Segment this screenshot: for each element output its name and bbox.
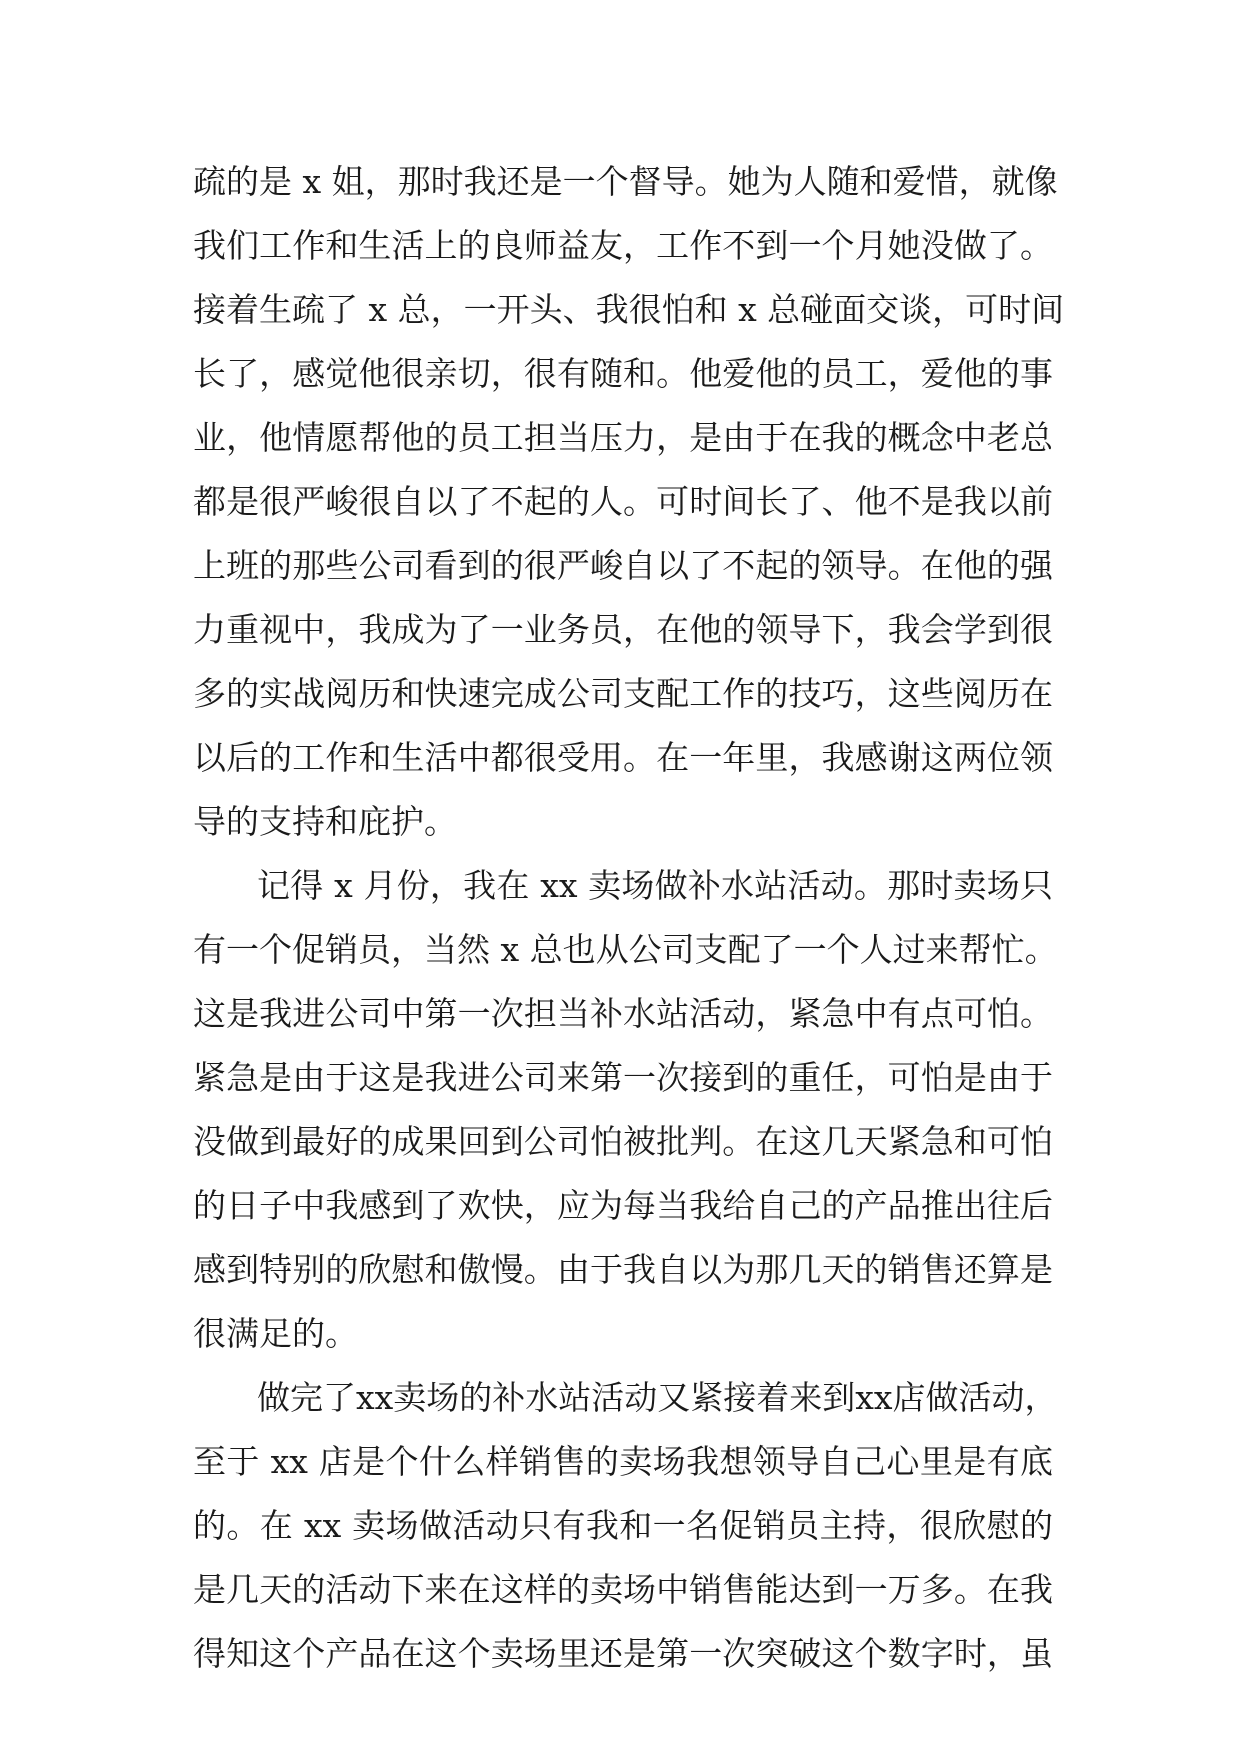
text-line: 紧急是由于这是我进公司来第一次接到的重任，可怕是由于 — [193, 1058, 1053, 1097]
text-line: 很满足的。 — [193, 1314, 358, 1353]
text-line: 至于 xx 店是个什么样销售的卖场我想领导自己心里是有底 — [193, 1442, 1053, 1481]
text-line: 的。在 xx 卖场做活动只有我和一名促销员主持，很欣慰的 — [193, 1506, 1053, 1545]
text-line: 以后的工作和生活中都很受用。在一年里，我感谢这两位领 — [193, 738, 1053, 777]
text-line: 长了，感觉他很亲切，很有随和。他爱他的员工，爱他的事 — [193, 354, 1053, 393]
text-line: 都是很严峻很自以了不起的人。可时间长了、他不是我以前 — [193, 482, 1053, 521]
text-line: 导的支持和庇护。 — [193, 802, 457, 841]
text-line: 上班的那些公司看到的很严峻自以了不起的领导。在他的强 — [193, 546, 1053, 585]
text-line: 感到特别的欣慰和傲慢。由于我自以为那几天的销售还算是 — [193, 1250, 1053, 1289]
paragraph-first-line: 记得 x 月份，我在 xx 卖场做补水站活动。那时卖场只 — [257, 866, 1053, 905]
text-line: 这是我进公司中第一次担当补水站活动，紧急中有点可怕。 — [193, 994, 1053, 1033]
text-line: 没做到最好的成果回到公司怕被批判。在这几天紧急和可怕 — [193, 1122, 1053, 1161]
text-line: 是几天的活动下来在这样的卖场中销售能达到一万多。在我 — [193, 1570, 1053, 1609]
text-line: 有一个促销员，当然 x 总也从公司支配了一个人过来帮忙。 — [193, 930, 1058, 969]
text-line: 接着生疏了 x 总，一开头、我很怕和 x 总碰面交谈，可时间 — [193, 290, 1065, 329]
text-line: 的日子中我感到了欢快，应为每当我给自己的产品推出往后 — [193, 1186, 1053, 1225]
text-line: 得知这个产品在这个卖场里还是第一次突破这个数字时，虽 — [193, 1634, 1053, 1673]
text-line: 多的实战阅历和快速完成公司支配工作的技巧，这些阅历在 — [193, 674, 1053, 713]
text-line: 业，他情愿帮他的员工担当压力，是由于在我的概念中老总 — [193, 418, 1053, 457]
text-line: 力重视中，我成为了一业务员，在他的领导下，我会学到很 — [193, 610, 1053, 649]
paragraph-first-line: 做完了xx卖场的补水站活动又紧接着来到xx店做活动， — [257, 1378, 1058, 1417]
text-line: 疏的是 x 姐，那时我还是一个督导。她为人随和爱惜，就像 — [193, 162, 1058, 201]
text-line: 我们工作和生活上的良师益友，工作不到一个月她没做了。 — [193, 226, 1053, 265]
